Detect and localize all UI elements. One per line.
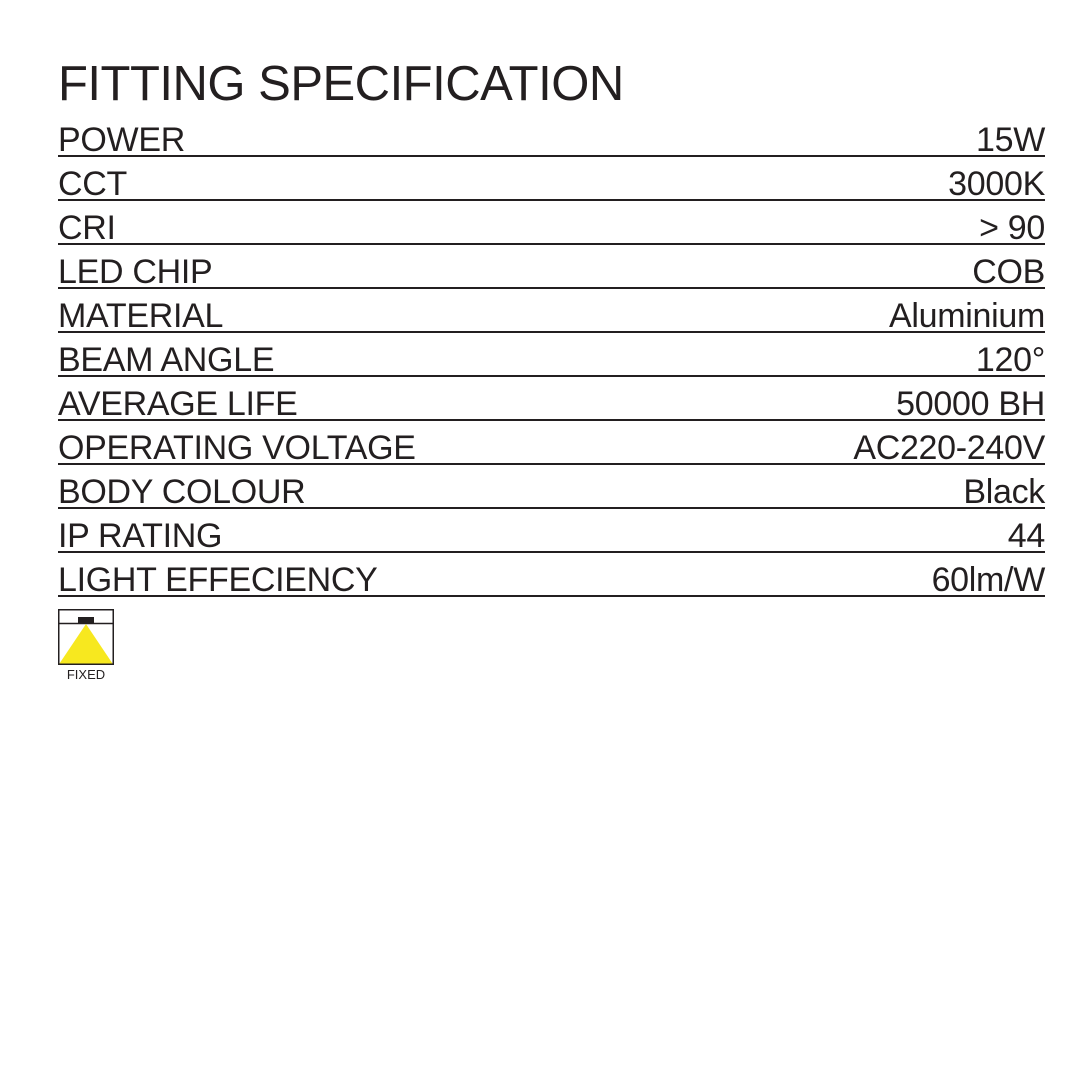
spec-value: > 90 [979, 209, 1045, 247]
spec-value: 120° [975, 341, 1045, 379]
spec-row-operating-voltage [58, 421, 1045, 465]
fixed-caption: FIXED [66, 667, 106, 682]
spec-value: 44 [1007, 517, 1045, 555]
spec-row-material [58, 289, 1045, 333]
spec-label: BODY COLOUR [58, 473, 306, 511]
spec-table [58, 113, 1045, 597]
spec-value: 3000K [948, 165, 1045, 203]
spec-label: AVERAGE LIFE [58, 385, 298, 423]
spec-label: CCT [58, 165, 127, 203]
spec-row-cct [58, 157, 1045, 201]
spec-value: 60lm/W [931, 561, 1045, 599]
spec-value: 15W [975, 121, 1045, 159]
spec-label: CRI [58, 209, 116, 247]
spec-label: OPERATING VOLTAGE [58, 429, 416, 467]
page-title: FITTING SPECIFICATION [58, 57, 624, 111]
spec-value: Aluminium [888, 297, 1045, 335]
spec-label: LED CHIP [58, 253, 213, 291]
spec-label: BEAM ANGLE [58, 341, 275, 379]
spec-value: 50000 BH [896, 385, 1045, 423]
spec-value: COB [972, 253, 1045, 291]
spec-value: AC220-240V [853, 429, 1045, 467]
spec-label: POWER [58, 121, 185, 159]
fixed-downlight-icon [58, 609, 114, 665]
spec-row-beam-angle [58, 333, 1045, 377]
spec-label: IP RATING [58, 517, 223, 555]
spec-label: LIGHT EFFECIENCY [58, 561, 378, 599]
spec-value: Black [963, 473, 1045, 511]
spec-row-ip-rating [58, 509, 1045, 553]
spec-label: MATERIAL [58, 297, 224, 335]
spec-row-power [58, 113, 1045, 157]
spec-row-light-effeciency [58, 553, 1045, 597]
spec-row-led-chip [58, 245, 1045, 289]
spec-row-cri [58, 201, 1045, 245]
spec-row-body-colour [58, 465, 1045, 509]
spec-row-average-life [58, 377, 1045, 421]
